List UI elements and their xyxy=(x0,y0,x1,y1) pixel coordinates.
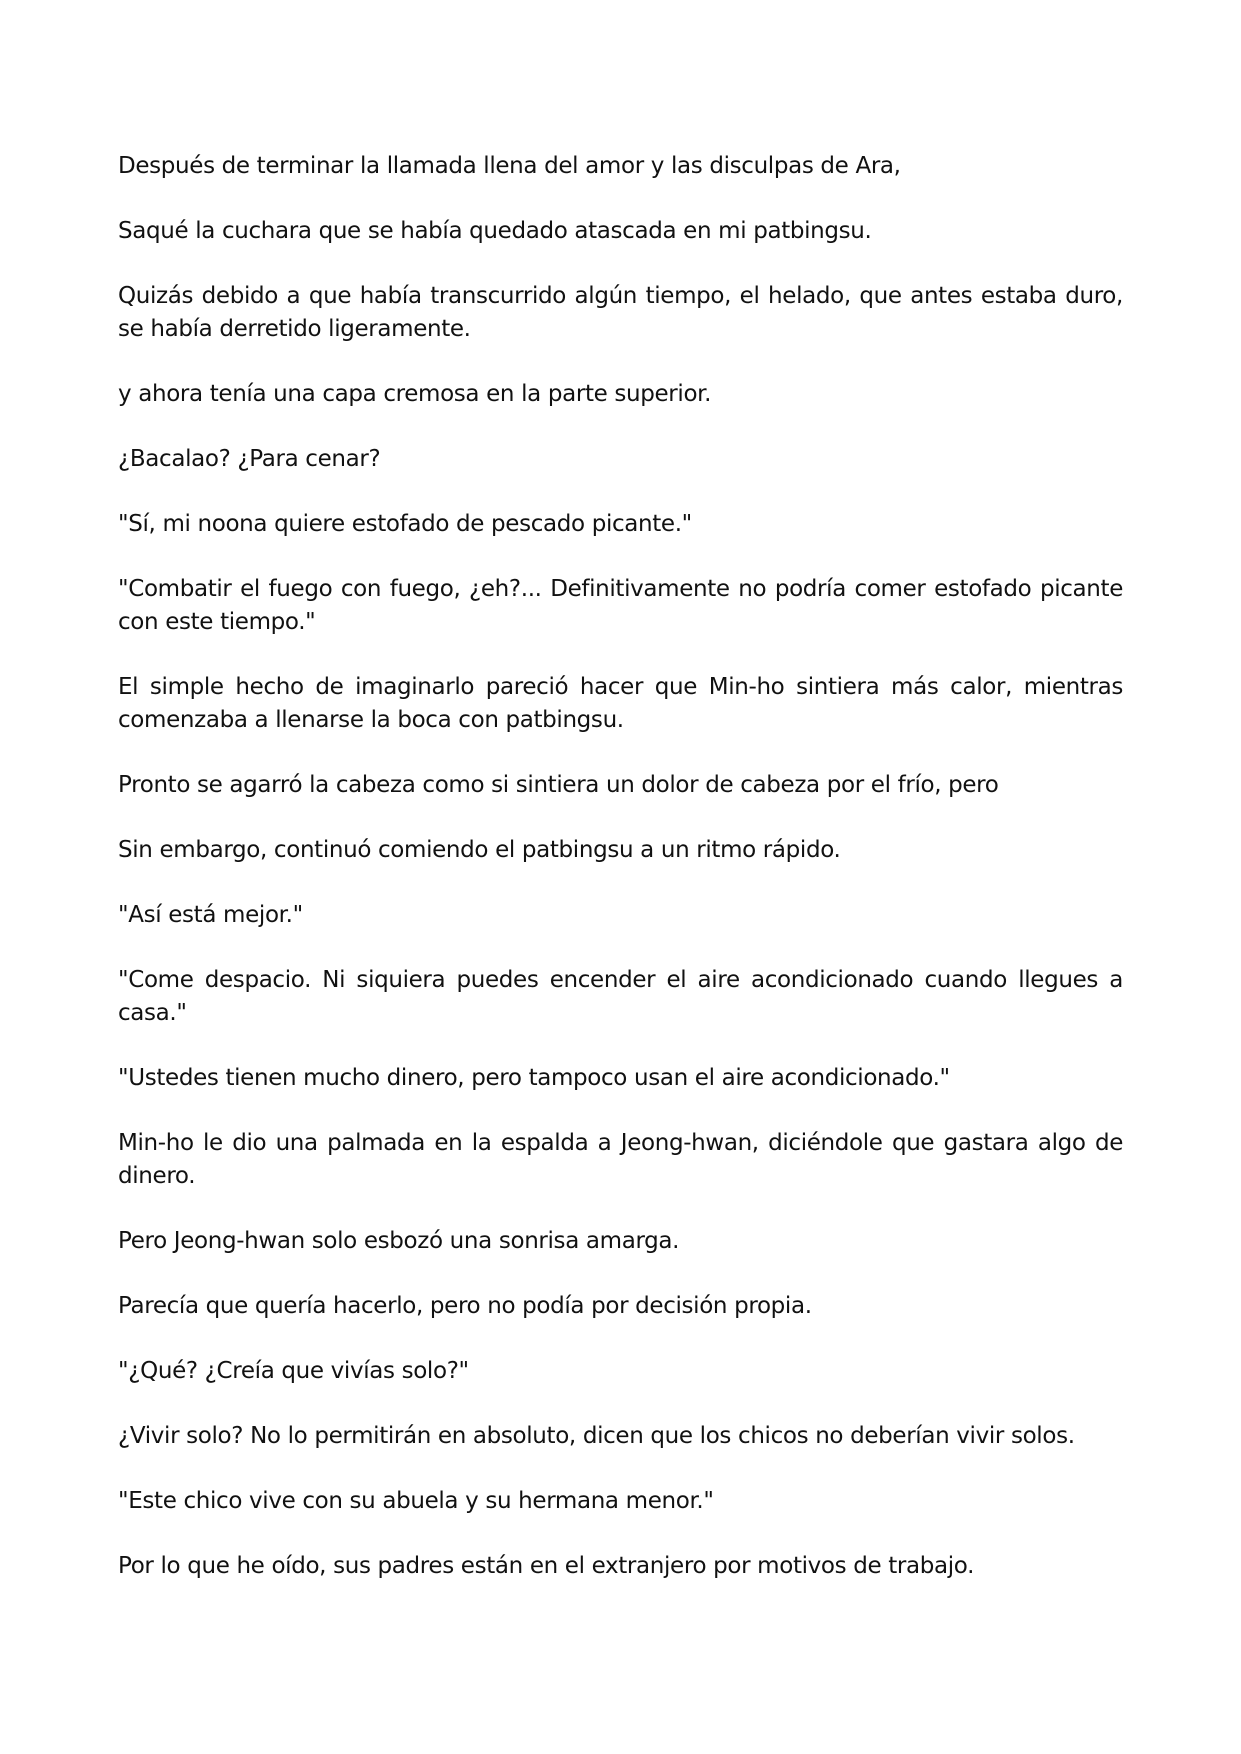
paragraph: "Así está mejor." xyxy=(118,902,303,928)
paragraph: "Ustedes tienen mucho dinero, pero tampoco usan el aire acondicionado." xyxy=(118,1065,950,1091)
paragraph: Por lo que he oído, sus padres están en el extranjero por motivos de trabajo. xyxy=(118,1553,975,1579)
paragraph: Quizás debido a que había transcurrido algún tiempo, el helado, que antes estaba duro, se había derretido ligeramente. xyxy=(118,283,1123,342)
paragraph: "Sí, mi noona quiere estofado de pescado picante." xyxy=(118,511,692,537)
paragraph: "¿Qué? ¿Creía que vivías solo?" xyxy=(118,1358,469,1384)
paragraph: "Este chico vive con su abuela y su hermana menor." xyxy=(118,1488,714,1514)
paragraph: "Combatir el fuego con fuego, ¿eh?... Definitivamente no podría comer estofado picante con este tiempo." xyxy=(118,576,1123,635)
paragraph: ¿Bacalao? ¿Para cenar? xyxy=(118,446,381,472)
paragraph: Saqué la cuchara que se había quedado atascada en mi patbingsu. xyxy=(118,218,872,244)
document-body xyxy=(118,150,1123,1615)
paragraph: Después de terminar la llamada llena del amor y las disculpas de Ara, xyxy=(118,153,901,179)
paragraph: Sin embargo, continuó comiendo el patbingsu a un ritmo rápido. xyxy=(118,837,841,863)
paragraph: Pronto se agarró la cabeza como si sintiera un dolor de cabeza por el frío, pero xyxy=(118,772,999,798)
paragraph: El simple hecho de imaginarlo pareció hacer que Min-ho sintiera más calor, mientras comenzaba a llenarse la boca con patbingsu. xyxy=(118,674,1123,733)
paragraph: Parecía que quería hacerlo, pero no podía por decisión propia. xyxy=(118,1293,812,1319)
paragraph: Pero Jeong-hwan solo esbozó una sonrisa amarga. xyxy=(118,1228,680,1254)
paragraph: ¿Vivir solo? No lo permitirán en absoluto, dicen que los chicos no deberían vivir solos. xyxy=(118,1423,1075,1449)
paragraph: "Come despacio. Ni siquiera puedes encender el aire acondicionado cuando llegues a casa." xyxy=(118,967,1123,1026)
paragraph: y ahora tenía una capa cremosa en la parte superior. xyxy=(118,381,712,407)
paragraph: Min-ho le dio una palmada en la espalda a Jeong-hwan, diciéndole que gastara algo de dinero. xyxy=(118,1130,1123,1189)
